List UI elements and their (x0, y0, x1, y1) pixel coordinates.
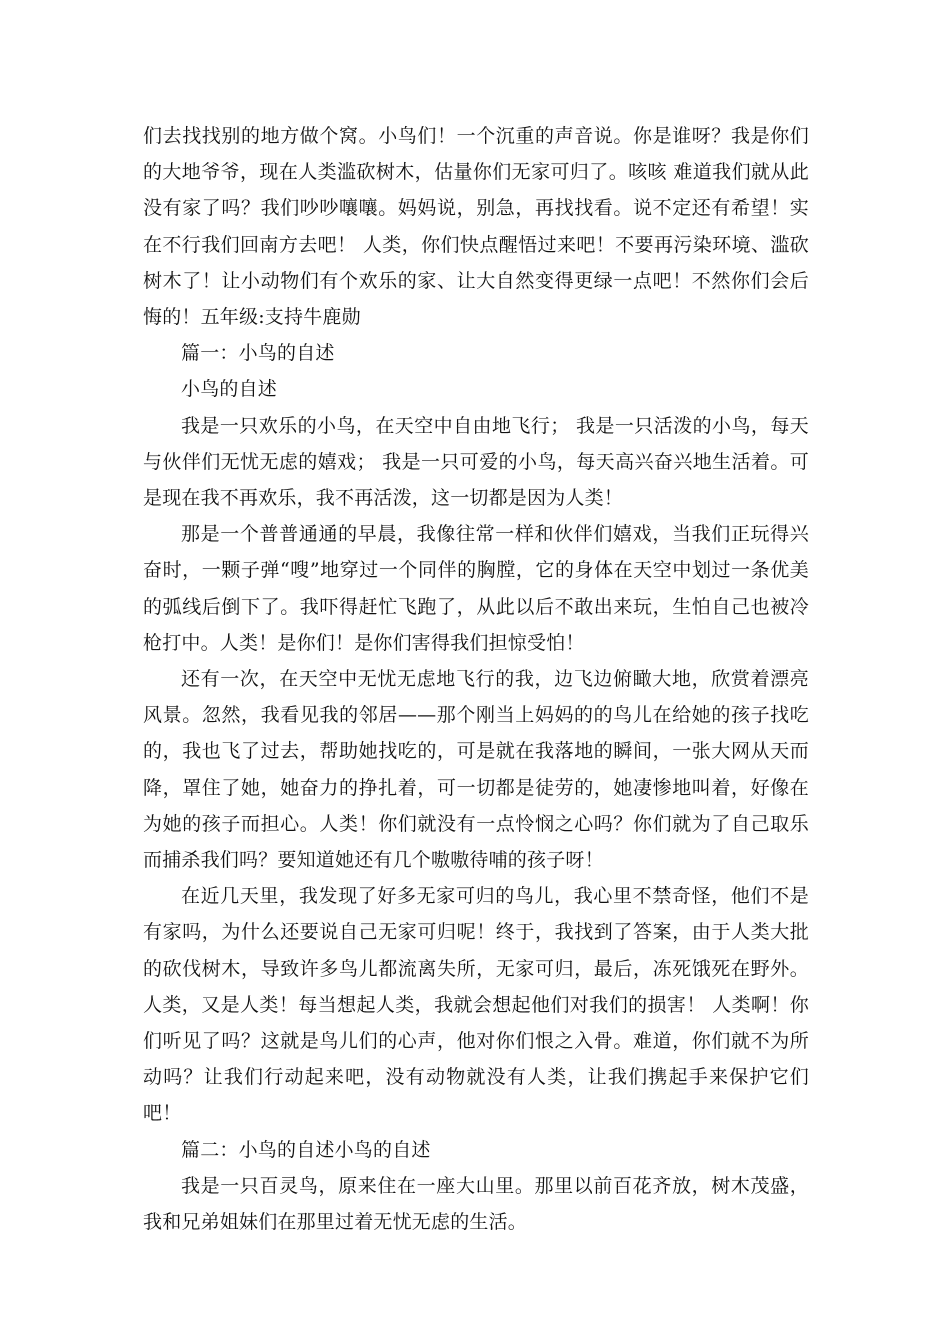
paragraph: 我是一只欢乐的小鸟，在天空中自由地飞行； 我是一只活泼的小鸟，每天与伙伴们无忧无虑的嬉戏； 我是一只可爱的小鸟，每天高兴奋兴地生活着。可是现在我不再欢乐，我不再活泼，这一切都是因为人类！ (143, 414, 809, 510)
paragraph: 还有一次，在天空中无忧无虑地飞行的我，边飞边俯瞰大地，欣赏着漂亮风景。忽然，我看见我的邻居——那个刚当上妈妈的的鸟儿在给她的孩子找吃的，我也飞了过去，帮助她找吃的，可是就在我落地的瞬间，一张大网从天而降，罩住了她，她奋力的挣扎着，可一切都是徒劳的，她凄惨地叫着，好像在为她的孩子而担心。人类！你们就没有一点怜悯之心吗？你们就为了自己取乐而捕杀我们吗？要知道她还有几个嗷嗷待哺的孩子呀！ (143, 668, 809, 872)
paragraph: 我是一只百灵鸟，原来住在一座大山里。那里以前百花齐放，树木茂盛，我和兄弟姐妹们在那里过着无忧无虑的生活。 (143, 1174, 809, 1234)
paragraph-continuation: 们去找找别的地方做个窝。小鸟们！一个沉重的声音说。你是谁呀？我是你们的大地爷爷，现在人类滥砍树木，估量你们无家可归了。咳咳 难道我们就从此没有家了吗？我们吵吵嚷嚷。妈妈说，别急，再找找看。说不定还有希望！实在不行我们回南方去吧！ 人类，你们快点醒悟过来吧！不要再污染环境、滥砍树木了！让小动物们有个欢乐的家、让大自然变得更绿一点吧！不然你们会后悔的！五年级:支持牛鹿勋 (143, 125, 809, 329)
document-body (143, 118, 809, 1240)
section-title: 小鸟的自述 (181, 378, 278, 401)
paragraph: 那是一个普普通通的早晨，我像往常一样和伙伴们嬉戏，当我们正玩得兴奋时，一颗子弹“嗖”地穿过一个同伴的胸膛，它的身体在天空中划过一条优美的弧线后倒下了。我吓得赶忙飞跑了，从此以后不敢出来玩，生怕自己也被冷枪打中。人类！是你们！是你们害得我们担惊受怕！ (143, 523, 809, 654)
paragraph: 在近几天里，我发现了好多无家可归的鸟儿，我心里不禁奇怪，他们不是有家吗，为什么还要说自己无家可归呢！终于，我找到了答案，由于人类大批的砍伐树木，导致许多鸟儿都流离失所，无家可归，最后，冻死饿死在野外。人类，又是人类！每当想起人类，我就会想起他们对我们的损害！ 人类啊！你们听见了吗？这就是鸟儿们的心声，他对你们恨之入骨。难道，你们就不为所动吗？让我们行动起来吧，没有动物就没有人类，让我们携起手来保护它们吧！ (143, 885, 809, 1125)
section-heading-part-two: 篇二：小鸟的自述小鸟的自述 (181, 1138, 431, 1161)
section-heading-part-one: 篇一：小鸟的自述 (181, 342, 335, 365)
